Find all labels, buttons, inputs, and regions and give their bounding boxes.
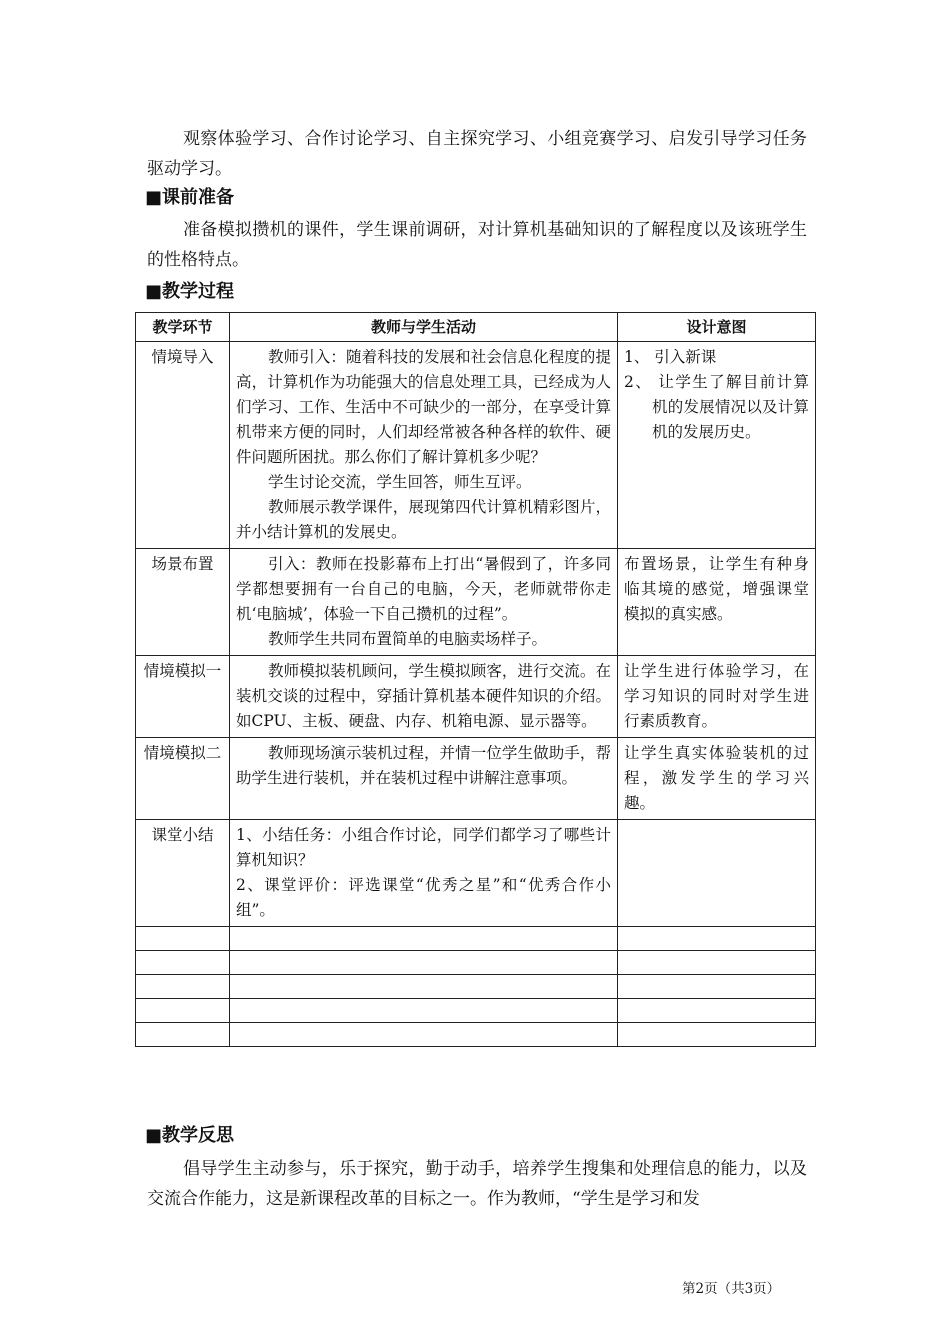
prep-heading: ■课前准备: [145, 187, 235, 208]
activities-cell: [230, 738, 618, 820]
design-text: 让学生真实体验装机的过程，激发学生的学习兴趣。: [624, 744, 809, 812]
design-text: 布置场景，让学生有种身临其境的感觉，增强课堂模拟的真实感。: [624, 555, 809, 623]
activity-text: 教师展示教学课件，展现第四代计算机精彩图片，并小结计算机的发展史。: [236, 498, 611, 541]
table-header-row: [136, 313, 816, 342]
header-activities: 教师与学生活动: [230, 313, 618, 342]
page-number: 第2页（共3页）: [682, 1281, 781, 1297]
table-row: [136, 820, 816, 927]
design-cell: [618, 820, 816, 927]
activities-cell: [230, 656, 618, 738]
header-stage: 教学环节: [136, 313, 230, 342]
prep-paragraph: 准备模拟攒机的课件，学生课前调研，对计算机基础知识的了解程度以及该班学生的性格特点。: [147, 220, 807, 270]
header-design: 设计意图: [618, 313, 816, 342]
table-row: [136, 342, 816, 549]
design-cell: [618, 342, 816, 549]
activities-cell: [230, 820, 618, 927]
intro-paragraph: 观察体验学习、合作讨论学习、自主探究学习、小组竞赛学习、启发引导学习任务驱动学习。: [147, 129, 807, 179]
design-cell: [618, 738, 816, 820]
activity-text: 1、小结任务：小组合作讨论，同学们都学习了哪些计算机知识？: [236, 826, 611, 869]
design-text: 让学生进行体验学习，在学习知识的同时对学生进行素质教育。: [624, 662, 809, 730]
activity-text: 教师模拟装机顾问，学生模拟顾客，进行交流。在装机交谈的过程中，穿插计算机基本硬件知识的介绍。如CPU、主板、硬盘、内存、机箱电源、显示器等。: [236, 662, 611, 730]
empty-row: [136, 999, 816, 1023]
activity-text: 引入：教师在投影幕布上打出“暑假到了，许多同学都想要拥有一台自己的电脑，今天，老师就带你走机‘电脑城’，体验一下自己攒机的过程”。: [236, 555, 611, 623]
design-cell: [618, 656, 816, 738]
table-row: [136, 656, 816, 738]
design-text: 1、 引入新课: [624, 348, 717, 366]
stage-cell: 情境导入: [136, 342, 230, 549]
process-heading: ■教学过程: [145, 281, 235, 302]
stage-cell: 情境模拟二: [136, 738, 230, 820]
table-row: [136, 738, 816, 820]
table-row: [136, 549, 816, 656]
reflection-heading: ■教学反思: [145, 1125, 235, 1146]
design-cell: [618, 549, 816, 656]
stage-cell: 情境模拟一: [136, 656, 230, 738]
stage-cell: 场景布置: [136, 549, 230, 656]
reflection-paragraph: 倡导学生主动参与，乐于探究，勤于动手，培养学生搜集和处理信息的能力，以及交流合作能力，这是新课程改革的目标之一。作为教师，“学生是学习和发: [147, 1159, 807, 1209]
stage-cell: 课堂小结: [136, 820, 230, 927]
design-text: 2、 让学生了解目前计算机的发展情况以及计算机的发展历史。: [624, 373, 809, 441]
activity-text: 教师引入：随着科技的发展和社会信息化程度的提高，计算机作为功能强大的信息处理工具，已经成为人们学习、工作、生活中不可缺少的一部分，在享受计算机带来方便的同时，人们却经常被各种各样的软件、硬件问题所困扰。那么你们了解计算机多少呢？: [236, 348, 611, 466]
activity-text: 教师现场演示装机过程，并情一位学生做助手，帮助学生进行装机，并在装机过程中讲解注意事项。: [236, 744, 611, 787]
empty-row: [136, 951, 816, 975]
activity-text: 学生讨论交流，学生回答，师生互评。: [268, 473, 532, 491]
activity-text: 教师学生共同布置简单的电脑卖场样子。: [268, 630, 548, 648]
empty-row: [136, 1023, 816, 1047]
activity-text: 2、课堂评价：评选课堂“优秀之星”和“优秀合作小组”。: [236, 876, 611, 919]
empty-row: [136, 975, 816, 999]
teaching-process-table: [135, 312, 816, 1047]
empty-row: [136, 927, 816, 951]
activities-cell: [230, 549, 618, 656]
activities-cell: [230, 342, 618, 549]
